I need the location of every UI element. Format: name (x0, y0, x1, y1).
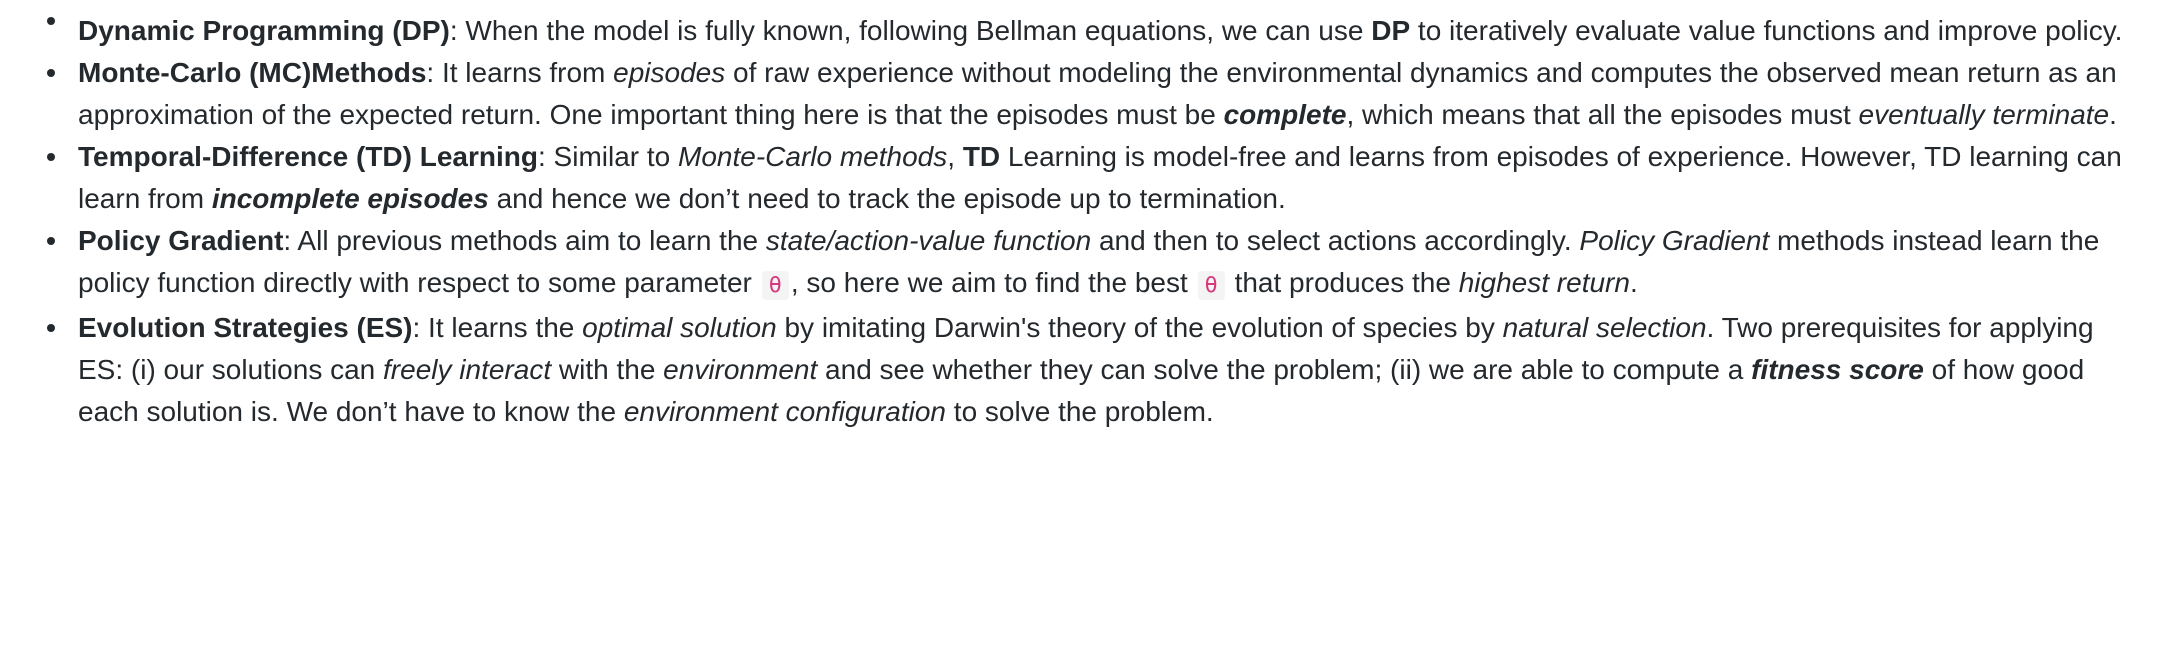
bullet-icon (47, 153, 55, 161)
text-span: by imitating Darwin's theory of the evolution of species by (776, 312, 1503, 343)
italic-text: highest return (1458, 267, 1630, 298)
text-span: . (2109, 99, 2117, 130)
italic-text: freely interact (383, 354, 552, 385)
text-span: : Similar to (537, 141, 679, 172)
text-span: methods instead learn the policy function directly with respect to some parameter (78, 225, 2100, 298)
term-dynamic-programming: Dynamic Programming (DP) (78, 15, 450, 46)
italic-text: Policy Gradient (1579, 225, 1770, 256)
list-item-monte-carlo (78, 52, 2138, 136)
text-span: . Two prerequisites for applying ES: (i) our solutions can (78, 312, 2094, 385)
text-span: to iteratively evaluate value functions and improve policy. (1410, 15, 2123, 46)
bold-text: TD (962, 141, 1001, 172)
text-span: with the (551, 354, 664, 385)
text-span: and see whether they can solve the problem; (ii) we are able to compute a (817, 354, 1752, 385)
bullet-icon (47, 237, 55, 245)
list-item-policy-gradient (78, 220, 2138, 307)
bullet-icon (47, 69, 55, 77)
text-span: that produces the (1226, 267, 1459, 298)
text-span: : It learns from (426, 57, 614, 88)
italic-text: environment (663, 354, 818, 385)
text-span: Learning is model-free and learns from episodes of experience. However, TD learning can learn from (78, 141, 2122, 214)
text-span: of how good each solution is. We don’t have to know the (78, 354, 2085, 427)
italic-text: environment configuration (623, 396, 947, 427)
text-span: : When the model is fully known, following Bellman equations, we can use (449, 15, 1372, 46)
inline-code-theta: θ (1198, 271, 1225, 300)
text-span: : All previous methods aim to learn the (283, 225, 766, 256)
term-monte-carlo: Monte-Carlo (MC)Methods (78, 57, 427, 88)
bold-italic-text: fitness score (1751, 354, 1924, 385)
list-item-temporal-difference (78, 136, 2138, 220)
text-span: and then to select actions accordingly. (1091, 225, 1580, 256)
italic-text: Monte-Carlo methods (678, 141, 948, 172)
text-span: : It learns the (412, 312, 583, 343)
italic-text: eventually terminate (1858, 99, 2110, 130)
list-item-evolution-strategies (78, 307, 2138, 433)
term-policy-gradient: Policy Gradient (78, 225, 284, 256)
text-span: , (947, 141, 963, 172)
term-temporal-difference: Temporal-Difference (TD) Learning (78, 141, 538, 172)
bold-italic-text: complete (1223, 99, 1347, 130)
text-span: , so here we aim to find the best (790, 267, 1196, 298)
text-span: to solve the problem. (946, 396, 1214, 427)
list-item-dynamic-programming (78, 0, 2138, 52)
term-evolution-strategies: Evolution Strategies (ES) (78, 312, 413, 343)
italic-text: state/action-value function (765, 225, 1092, 256)
italic-text: episodes (613, 57, 726, 88)
bold-italic-text: incomplete episodes (211, 183, 489, 214)
text-span: . (1629, 267, 1638, 298)
italic-text: optimal solution (582, 312, 777, 343)
bold-text: DP (1371, 15, 1411, 46)
italic-text: natural selection (1502, 312, 1707, 343)
text-span: , which means that all the episodes must (1346, 99, 1859, 130)
bullet-icon (47, 17, 55, 25)
inline-code-theta: θ (762, 271, 789, 300)
text-span: of raw experience without modeling the environmental dynamics and computes the observed mean return as an approximation of the expected return. One important thing here is that the episodes must be (78, 57, 2117, 130)
bullet-icon (47, 324, 55, 332)
text-span: and hence we don’t need to track the episode up to termination. (488, 183, 1286, 214)
